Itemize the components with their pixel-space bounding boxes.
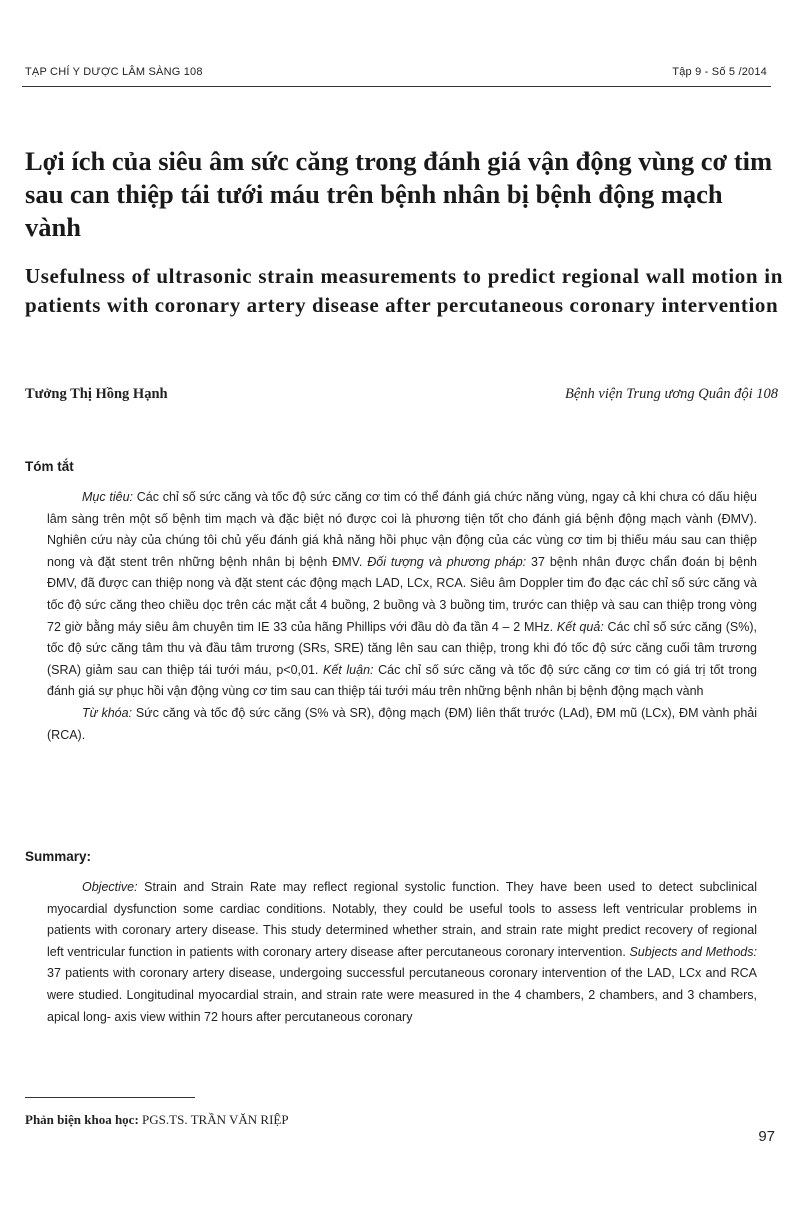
page-number: 97 [758, 1128, 775, 1145]
keywords-text-vi: Sức căng và tốc độ sức căng (S% và SR), động mạch (ĐM) liên thất trước (LAd), ĐM mũ (LCx), ĐM vành phải (RCA). [47, 705, 757, 742]
objective-label-vi: Mục tiêu: [82, 490, 134, 504]
abstract-vi-heading: Tóm tắt [25, 459, 74, 474]
running-header [25, 66, 767, 80]
reviewer-name: PGS.TS. TRẦN VĂN RIỆP [138, 1112, 289, 1127]
abstract-en [47, 877, 757, 1028]
objective-text-en: Strain and Strain Rate may reflect regional systolic function. They have been used to detect subclinical myocardial dysfunction some cardiac conditions. Notably, they could be useful tools to assess left ventricular problems in patients with coronary artery disease. This study determined whether strain, and strain rate might predict recovery of regional left ventricular function in patients with coronary artery disease after percutaneous coronary intervention. [47, 880, 757, 959]
results-label-vi: Kết quả: [556, 619, 604, 634]
journal-name: TẠP CHÍ Y DƯỢC LÂM SÀNG 108 [25, 66, 203, 78]
footnote-rule [25, 1097, 195, 1098]
issue-info: Tập 9 - Số 5 /2014 [672, 66, 767, 78]
results-text-vi: Các chỉ số sức căng (S%), tốc độ sức căng tâm thu và đầu tâm trương (SRs, SRE) tăng lên sau can thiệp, trong khi đó tốc độ sức căng cuối tâm trương (SRA) giảm sau can thiệp tái tưới máu, p<0,01. [47, 619, 757, 677]
abstract-en-paragraph [47, 877, 757, 1028]
methods-text-vi: 37 bệnh nhân được chẩn đoán bị bệnh ĐMV, đã được can thiệp nong và đặt stent các động mạch LAD, LCx, RCA. Siêu âm Doppler tim đo đạc các chỉ số sức căng và tốc độ sức căng theo chiều dọc trên các mặt cắt 4 buồng, 2 buồng và 3 buồng tim, trước can thiệp và sau can thiệp trong vòng 72 giờ bằng máy siêu âm chuyên tim IE 33 của hãng Phillips với đầu dò đa tần 4 – 2 MHz. [47, 554, 757, 634]
article-title-english: Usefulness of ultrasonic strain measurements to predict regional wall motion in patients with coronary artery disease after percutaneous coronary intervention [25, 264, 783, 317]
conclusion-label-vi: Kết luận: [323, 662, 374, 677]
footnote [25, 1112, 289, 1128]
keywords-label-vi: Từ khóa: [82, 705, 133, 720]
abstract-vi [47, 487, 757, 746]
methods-text-en: 37 patients with coronary artery disease, undergoing successful percutaneous coronary intervention of the LAD, LCx and RCA were studied. Longitudinal myocardial strain, and strain rate were measured in the 4 chambers, 2 chambers, and 3 chambers, apical long- axis view within 72 hours after percutaneous coronary [47, 966, 757, 1024]
header-rule [22, 86, 771, 87]
methods-label-en: Subjects and Methods: [629, 944, 757, 959]
author-name: Tưởng Thị Hồng Hạnh [25, 386, 168, 402]
objective-text-vi: Các chỉ số sức căng và tốc độ sức căng cơ tim có thể đánh giá chức năng vùng, ngay cả khi chưa có dấu hiệu lâm sàng trên một số bệnh tim mạch và đặc biệt nó được coi là phương tiện tốt cho đánh giá bệnh động mạch vành (ĐMV). Nghiên cứu này của chúng tôi chủ yếu đánh giá khả năng hồi phục vận động của các vùng cơ tim bị thiếu máu sau can thiệp nong và đặt stent trên những bệnh nhân bị bệnh ĐMV. [47, 490, 757, 569]
objective-label-en: Objective: [82, 880, 138, 894]
reviewer-label: Phản biện khoa học: [25, 1112, 139, 1127]
methods-label-vi: Đối tượng và phương pháp: [367, 554, 527, 569]
abstract-en-heading: Summary: [25, 849, 92, 864]
abstract-vi-paragraph [47, 487, 757, 703]
conclusion-text-vi: Các chỉ số sức căng và tốc độ sức căng cơ tim có giá trị tốt trong đánh giá sự phục hồi vận động vùng cơ tim sau can thiệp tái tưới máu trên những bệnh nhân bị bệnh động mạch vành [47, 662, 757, 699]
article-title-vietnamese: Lợi ích của siêu âm sức căng trong đánh giá vận động vùng cơ tim sau can thiệp tái tưới máu trên bệnh nhân bị bệnh động mạch vành [25, 146, 773, 242]
author-affiliation: Bệnh viện Trung ương Quân đội 108 [565, 386, 778, 402]
keywords-vi [47, 703, 757, 746]
